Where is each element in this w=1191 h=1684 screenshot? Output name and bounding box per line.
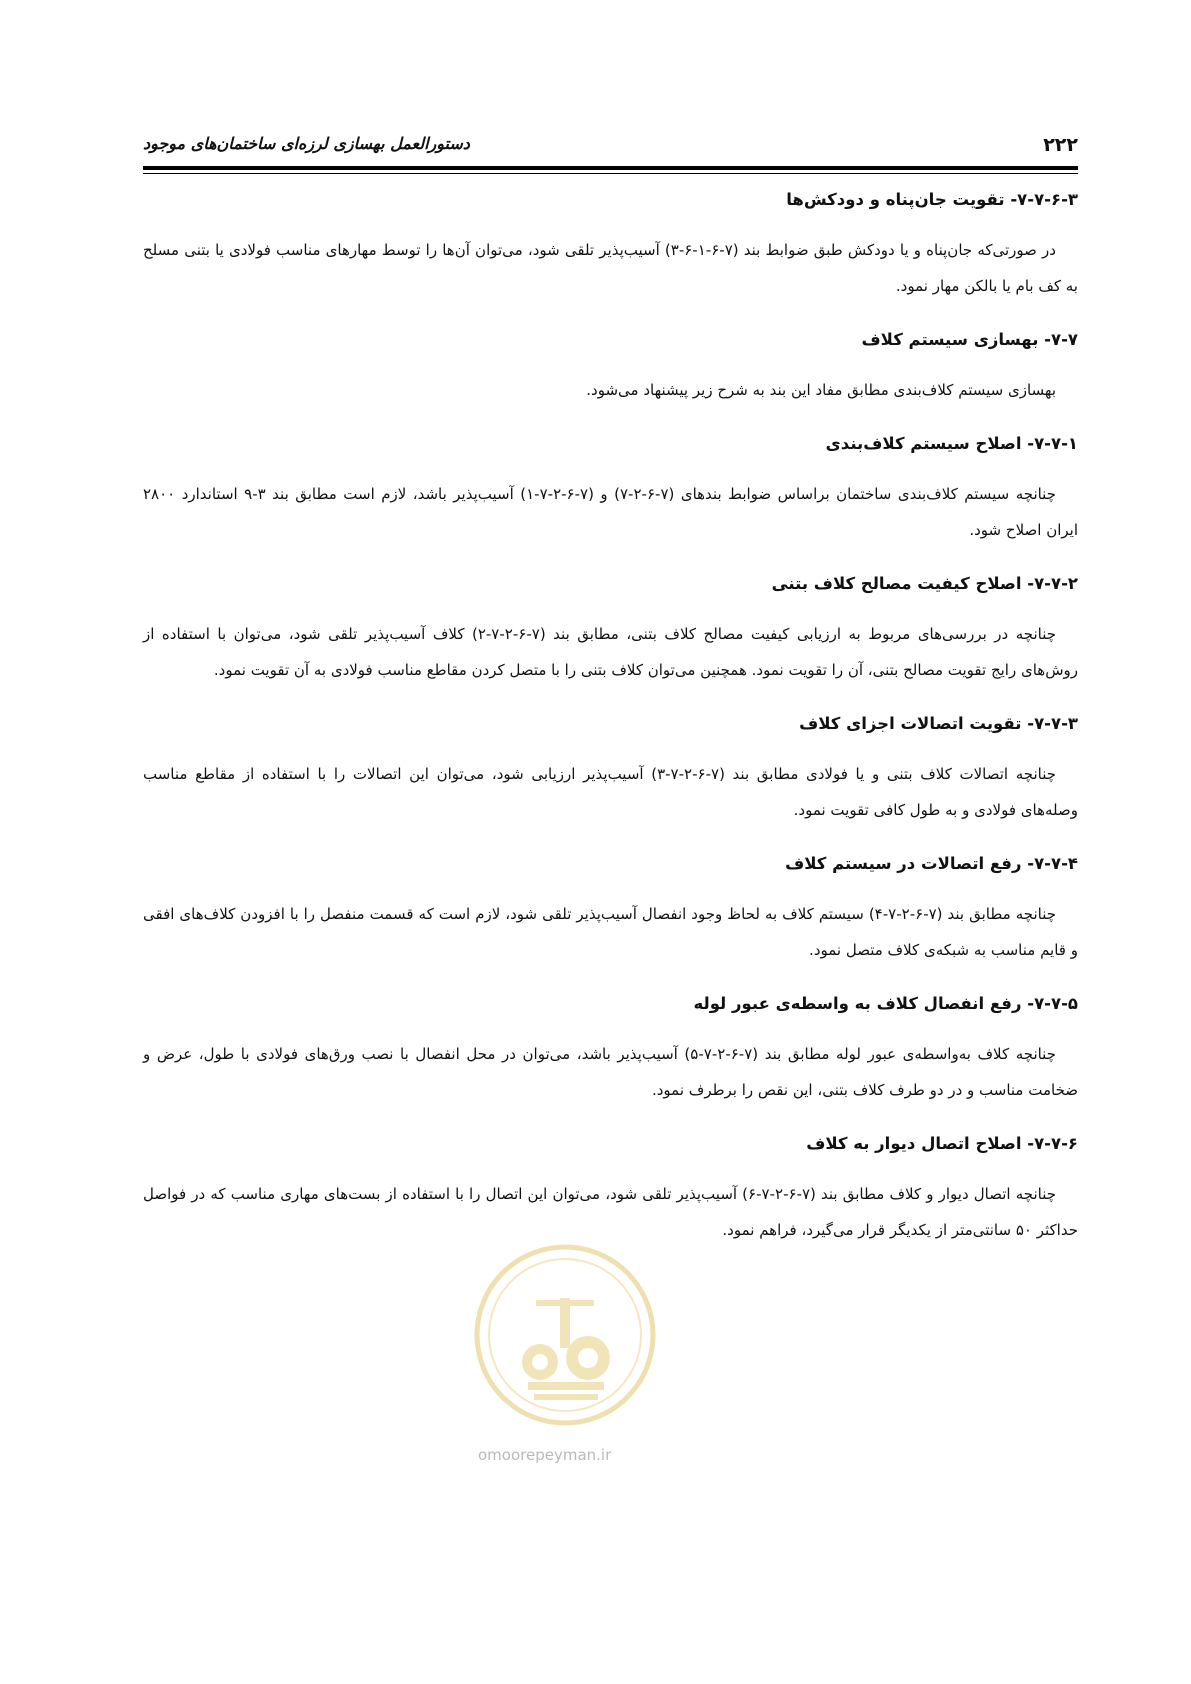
section-7-7-6	[143, 1130, 1078, 1248]
section-body: چنانچه مطابق بند (۷-۶-۲-۷-۴) سیستم کلاف به لحاظ وجود انفصال آسیب‌پذیر تلقی شود، لازم است که قسمت منفصل را با افزودن کلاف‌های افقی و قایم مناسب به شبکه‌ی کلاف متصل نمود.	[143, 905, 1078, 959]
section-body: چنانچه اتصالات کلاف بتنی و یا فولادی مطابق بند (۷-۶-۲-۷-۳) آسیب‌پذیر ارزیابی شود، می‌توان این اتصالات را با استفاده از مقاطع مناسب وصله‌های فولادی و به طول کافی تقویت نمود.	[143, 765, 1078, 819]
running-title: دستورالعمل بهسازی لرزه‌ای ساختمان‌های موجود	[143, 134, 470, 153]
section-heading: ۷-۷-۳- تقویت اتصالات اجزای کلاف	[799, 714, 1078, 733]
section-body: چنانچه سیستم کلاف‌بندی ساختمان براساس ضوابط بندهای (۷-۶-۲-۷) و (۷-۶-۲-۷-۱) آسیب‌پذیر باشد، لازم است مطابق بند ۳-۹ استاندارد ۲۸۰۰ ایران اصلاح شود.	[143, 485, 1078, 539]
section-7-7-5	[143, 990, 1078, 1108]
section-7-7-4	[143, 850, 1078, 968]
section-7-7	[143, 326, 1078, 408]
section-body: بهسازی سیستم کلاف‌بندی مطابق مفاد این بند به شرح زیر پیشنهاد می‌شود.	[586, 381, 1056, 399]
section-heading: ۷-۷-۴- رفع اتصالات در سیستم کلاف	[785, 854, 1078, 873]
section-body: چنانچه اتصال دیوار و کلاف مطابق بند (۷-۶-۲-۷-۶) آسیب‌پذیر تلقی شود، می‌توان این اتصال را با استفاده از بست‌های مهاری مناسب که در فواصل حداکثر ۵۰ سانتی‌متر از یکدیگر قرار می‌گیرد، فراهم نمود.	[143, 1185, 1078, 1239]
section-7-7-1	[143, 430, 1078, 548]
section-body: چنانچه در بررسی‌های مربوط به ارزیابی کیفیت مصالح کلاف بتنی، مطابق بند (۷-۶-۲-۷-۲) کلاف آسیب‌پذیر تلقی شود، می‌توان با استفاده از روش‌های رایج تقویت مصالح بتنی، آن را تقویت نمود. همچنین می‌توان کلاف بتنی را با متصل کردن مقاطع مناسب فولادی به آن تقویت نمود.	[143, 625, 1078, 679]
header-rule-thin	[143, 173, 1078, 174]
section-heading: ۷-۷-۵- رفع انفصال کلاف به واسطه‌ی عبور لوله	[693, 994, 1078, 1013]
document-page	[143, 0, 1078, 1684]
section-heading: ۷-۷-۶-۳- تقویت جان‌پناه و دودکش‌ها	[786, 190, 1078, 209]
section-7-7-2	[143, 570, 1078, 688]
section-body: چنانچه کلاف به‌واسطه‌ی عبور لوله مطابق بند (۷-۶-۲-۷-۵) آسیب‌پذیر باشد، می‌توان در محل انفصال با نصب ورق‌های فولادی با طول، عرض و ضخامت مناسب و در دو طرف کلاف بتنی، این نقص را برطرف نمود.	[143, 1045, 1078, 1099]
watermark-url: omoorepeyman.ir	[478, 1446, 612, 1464]
section-heading: ۷-۷- بهسازی سیستم کلاف	[861, 330, 1078, 349]
section-body: در صورتی‌که جان‌پناه و یا دودکش طبق ضوابط بند (۷-۶-۱-۶-۳) آسیب‌پذیر تلقی شود، می‌توان آن‌ها را توسط مهارهای مناسب فولادی یا بتنی مسلح به کف بام یا بالکن مهار نمود.	[143, 241, 1078, 295]
main-content	[143, 186, 1078, 1270]
section-heading: ۷-۷-۲- اصلاح کیفیت مصالح کلاف بتنی	[771, 574, 1078, 593]
header-rule-thick	[143, 166, 1078, 170]
section-7-7-6-3	[143, 186, 1078, 304]
section-heading: ۷-۷-۱- اصلاح سیستم کلاف‌بندی	[825, 434, 1078, 453]
section-heading: ۷-۷-۶- اصلاح اتصال دیوار به کلاف	[806, 1134, 1078, 1153]
page-header	[143, 128, 1078, 158]
page-number: ۲۲۲	[1043, 134, 1078, 156]
section-7-7-3	[143, 710, 1078, 828]
